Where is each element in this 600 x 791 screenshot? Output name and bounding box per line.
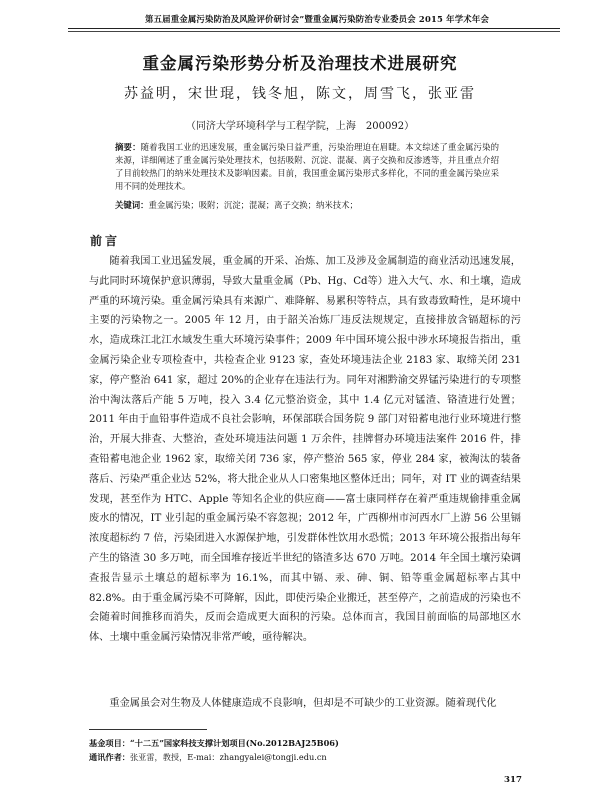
abstract bbox=[115, 141, 499, 193]
header-rule bbox=[68, 28, 560, 29]
paper-title: 重金属污染形势分析及治理技术进展研究 bbox=[142, 54, 458, 73]
footnote-funding: 基金项目：“十二五”国家科技支撑计划项目(No.2012BAJ25B06) bbox=[89, 738, 339, 748]
keywords-label: 关键词： bbox=[115, 200, 149, 210]
keywords bbox=[115, 199, 499, 211]
contact-text: 张亚雷，教授，E-mai：zhangyalei@tongji.edu.cn bbox=[129, 752, 327, 762]
body-paragraph: 重金属虽会对生物及人体健康造成不良影响，但却是不可缺少的工业资源。随着现代化 bbox=[109, 698, 497, 709]
abstract-text: 随着我国工业的迅速发展，重金属污染日益严重，污染治理迫在眉睫。本文综述了重金属污染的来源，详细阐述了重金属污染处理技术，包括吸附、沉淀、混凝、离子交换和反渗透等，并且重点介绍了目前较热门的纳米处理技术及影响因素。目前，我国重金属污染形式多样化，不同的重金属污染应采用不同的处理技术。 bbox=[115, 142, 499, 191]
affiliation: （同济大学环境科学与工程学院，上海 200092） bbox=[185, 121, 415, 132]
footnote-contact bbox=[89, 752, 327, 763]
running-head: 第五届重金属污染防治及风险评价研讨会”暨重金属污染防治专业委员会 2015 年学术年会 bbox=[144, 14, 490, 24]
body-paragraph: 随着我国工业迅猛发展，重金属的开采、冶炼、加工及涉及金属制造的商业活动迅速发展，与此同时环境保护意识薄弱，导致大量重金属（Pb、Hg、Cd等）进入大气、水、和土壤，造成严重的环境污染。重金属污染具有来源广、难降解、易累积等特点，具有致毒致畸性，是环境中主要的污染物之一。2005 年 12 月，由于韶关冶炼厂违反法规规定，直接排放含镉超标的污水，造成珠江北江水域发生重大环境污染事件；2009 年中国环境公报中涉水环境报告指出，重金属污染企业专项检查中，共检查企业 9123 家，查处环境违法企业 2183 家、取缔关闭 231 家，停产整治 641 家，超过 20%的企业存在违法行为。同年对湘黔渝交界锰污染进行的专项整治中淘汰落后产能 5 万吨，投入 3.4 亿元整治资金，其中 1.4 亿元对锰渣、铬渣进行处置；2011 年由于血铅事件造成不良社会影响，环保部联合国务院 9 部门对铅蓄电池行业环境进行整治，开展大排查、大整治，查处环境违法问题 1 万余件，挂牌督办环境违法案件 2016 件，排查铅蓄电池企业 1962 家，取缔关闭 736 家，停产整治 565 家，停业 284 家，被淘汰的装备落后、污染严重企业达 52%，将大批企业从人口密集地区整体迁出；同年，对 IT 业的调查结果发现，甚至作为 HTC、Apple 等知名企业的供应商——富士康同样存在着严重违规偷排重金属废水的情况，IT 业引起的重金属污染不容忽视；2012 年，广西柳州市河西水厂上游 56 公里镉浓度超标约 7 倍，污染团进入水源保护地，引发群体性饮用水恐慌；2013 年环境公报指出每年产生的铬渣 30 多万吨，而全国堆存接近半世纪的铬渣多达 670 万吨。2014 年全国土壤污染调查报告显示土壤总的超标率为 16.1%，而其中镉、汞、砷、铜、铅等重金属超标率占其中 82.8%。由于重金属污染不可降解，因此，即使污染企业搬迁，甚至停产，之前造成的污染也不会随着时间推移而消失，反而会造成更大面积的污染。总体而言，我国目前面临的局部地区水体、土壤中重金属污染情况非常严峻，亟待解决。 bbox=[89, 256, 521, 644]
contact-label: 通讯作者： bbox=[89, 752, 130, 762]
keywords-text: 重金属污染；吸附；沉淀；混凝；离子交换；纳米技术； bbox=[148, 200, 358, 210]
header-rule-thin bbox=[68, 31, 560, 32]
author-list: 苏益明，宋世琨，钱冬旭，陈文，周雪飞，张亚雷 bbox=[124, 86, 476, 102]
abstract-label: 摘要： bbox=[115, 142, 141, 152]
footnote-rule bbox=[89, 729, 207, 730]
page-number: 317 bbox=[504, 775, 522, 785]
section-heading-preface: 前言 bbox=[90, 234, 121, 248]
